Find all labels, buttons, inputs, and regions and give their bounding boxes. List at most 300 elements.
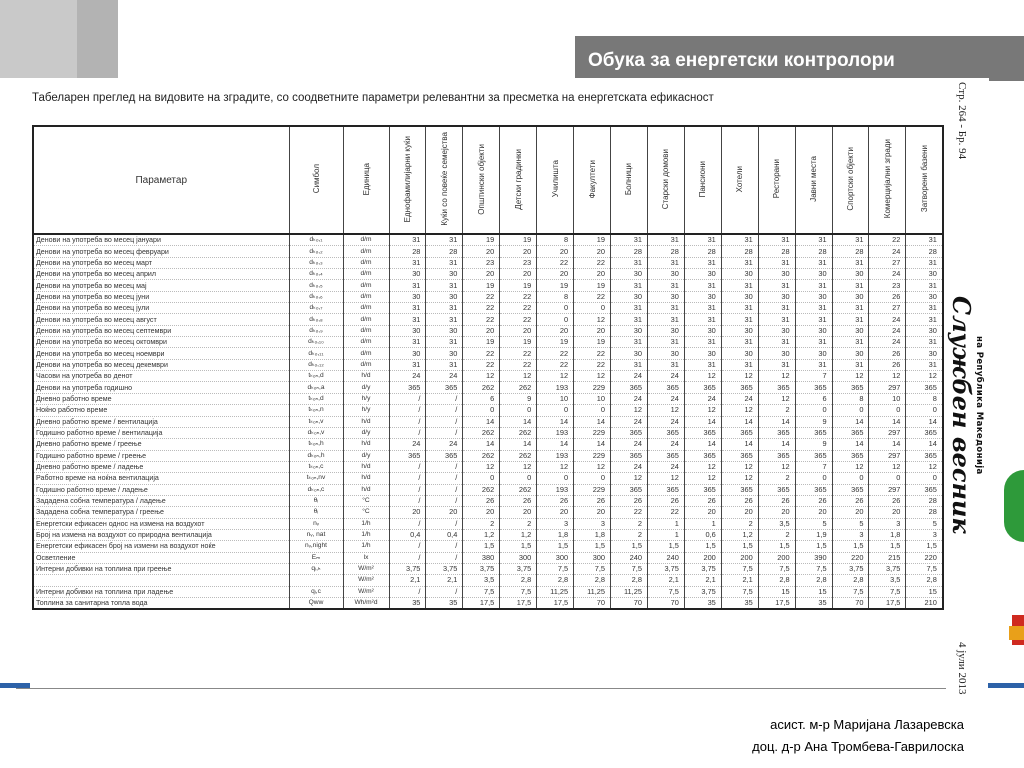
value-cell: 0,6 (684, 529, 721, 540)
value-cell: 31 (721, 257, 758, 268)
table-row (33, 246, 943, 257)
value-cell: 31 (795, 303, 832, 314)
value-cell: 20 (832, 507, 869, 518)
value-cell: 35 (426, 598, 463, 610)
unit-cell: d/m (343, 348, 389, 359)
value-cell: 12 (721, 473, 758, 484)
table-row (33, 529, 943, 540)
value-cell: / (389, 484, 426, 495)
value-cell: 31 (758, 303, 795, 314)
value-cell: 31 (795, 314, 832, 325)
value-cell: 3 (906, 529, 943, 540)
value-cell: / (426, 416, 463, 427)
value-cell: 1,8 (574, 529, 611, 540)
value-cell: 1,8 (869, 529, 906, 540)
value-cell: 11,25 (574, 586, 611, 597)
value-cell: 17,5 (463, 598, 500, 610)
value-cell: 17,5 (537, 598, 574, 610)
parameter-cell: Денови на употреба во месец декември (33, 359, 289, 370)
value-cell: 1 (647, 518, 684, 529)
value-cell: 200 (684, 552, 721, 563)
value-cell: 31 (647, 337, 684, 348)
symbol-cell: tₖₒₙ,c (289, 461, 343, 472)
value-cell: 30 (758, 269, 795, 280)
value-cell: 2 (721, 518, 758, 529)
table-row (33, 598, 943, 610)
value-cell: 0 (832, 405, 869, 416)
value-cell: 12 (463, 371, 500, 382)
value-cell: / (426, 552, 463, 563)
parameter-cell: Денови на употреба во месец октомври (33, 337, 289, 348)
value-cell: 240 (647, 552, 684, 563)
unit-cell: d/y (343, 450, 389, 461)
value-cell: / (389, 473, 426, 484)
value-cell: 26 (721, 495, 758, 506)
value-cell: 3,75 (684, 586, 721, 597)
value-cell: 0 (906, 473, 943, 484)
value-cell: 17,5 (869, 598, 906, 610)
value-cell: 30 (389, 325, 426, 336)
value-cell: 28 (906, 246, 943, 257)
value-cell: 193 (537, 382, 574, 393)
value-cell: / (389, 586, 426, 597)
symbol-cell: nᵥ (289, 518, 343, 529)
value-cell: 19 (574, 234, 611, 246)
value-cell: 365 (647, 382, 684, 393)
value-cell: 12 (537, 371, 574, 382)
value-cell: 31 (389, 257, 426, 268)
value-cell: 365 (758, 484, 795, 495)
header-building-type: Хотели (721, 126, 758, 234)
value-cell: 19 (500, 280, 537, 291)
value-cell: 24 (684, 393, 721, 404)
value-cell: 0 (500, 473, 537, 484)
value-cell: 210 (906, 598, 943, 610)
value-cell: 31 (906, 337, 943, 348)
value-cell: 7 (795, 371, 832, 382)
value-cell: 31 (721, 234, 758, 246)
parameter-cell: Денови на употреба во месец јуни (33, 291, 289, 302)
value-cell: 10 (869, 393, 906, 404)
value-cell: 7,5 (500, 586, 537, 597)
header-unit: Единица (343, 126, 389, 234)
symbol-cell: tₖₒₙ,nv (289, 473, 343, 484)
value-cell: 12 (758, 371, 795, 382)
value-cell: 7,5 (463, 586, 500, 597)
value-cell: 30 (906, 269, 943, 280)
value-cell: 22 (574, 359, 611, 370)
value-cell: 3,75 (500, 563, 537, 574)
table-row (33, 586, 943, 597)
value-cell: 3 (574, 518, 611, 529)
value-cell: 1,2 (463, 529, 500, 540)
value-cell: 390 (795, 552, 832, 563)
value-cell: 19 (537, 337, 574, 348)
value-cell: 2,8 (758, 575, 795, 586)
parameter-cell: Денови на употреба во месец ноември (33, 348, 289, 359)
gazette-logo: Службен весник (947, 296, 976, 534)
value-cell: 22 (463, 359, 500, 370)
table-row (33, 439, 943, 450)
value-cell: 8 (906, 393, 943, 404)
value-cell: 31 (611, 280, 648, 291)
value-cell: 22 (647, 507, 684, 518)
value-cell: 30 (721, 325, 758, 336)
value-cell: / (389, 552, 426, 563)
value-cell: 8 (537, 234, 574, 246)
value-cell: 30 (647, 325, 684, 336)
value-cell: 297 (869, 450, 906, 461)
value-cell: 24 (869, 269, 906, 280)
value-cell: 20 (537, 269, 574, 280)
table-row (33, 575, 943, 586)
symbol-cell: dₖₒ,₂ (289, 246, 343, 257)
table-row (33, 382, 943, 393)
unit-cell: d/y (343, 427, 389, 438)
value-cell: 30 (647, 291, 684, 302)
header-building-type: Спортски објекти (832, 126, 869, 234)
value-cell: 2 (758, 405, 795, 416)
value-cell: 365 (906, 450, 943, 461)
value-cell: 19 (574, 280, 611, 291)
value-cell: 19 (463, 337, 500, 348)
value-cell: / (426, 461, 463, 472)
value-cell: 365 (906, 427, 943, 438)
value-cell: / (389, 427, 426, 438)
unit-cell: d/y (343, 382, 389, 393)
value-cell: 12 (832, 461, 869, 472)
table-row (33, 257, 943, 268)
value-cell: 19 (500, 234, 537, 246)
value-cell: 31 (426, 314, 463, 325)
value-cell: 14 (869, 439, 906, 450)
value-cell: 30 (611, 325, 648, 336)
value-cell: 6 (463, 393, 500, 404)
header-building-type: Училишта (537, 126, 574, 234)
value-cell: 8 (832, 393, 869, 404)
value-cell: 22 (500, 291, 537, 302)
value-cell: 24 (869, 337, 906, 348)
table-row (33, 563, 943, 574)
value-cell: 30 (611, 269, 648, 280)
value-cell: 24 (611, 439, 648, 450)
value-cell: 24 (869, 325, 906, 336)
table-row (33, 337, 943, 348)
value-cell: 3 (832, 529, 869, 540)
value-cell: 365 (721, 484, 758, 495)
value-cell: 31 (389, 280, 426, 291)
value-cell: 365 (389, 382, 426, 393)
value-cell: 1,5 (574, 541, 611, 552)
value-cell: 30 (795, 269, 832, 280)
value-cell: 20 (795, 507, 832, 518)
value-cell: 31 (758, 314, 795, 325)
value-cell: 365 (684, 450, 721, 461)
value-cell: 31 (906, 303, 943, 314)
value-cell: 12 (832, 371, 869, 382)
value-cell: 27 (869, 257, 906, 268)
author-2: доц. д-р Ана Тромбева-Гаврилоска (752, 739, 964, 754)
value-cell: 2,1 (721, 575, 758, 586)
value-cell: 24 (389, 371, 426, 382)
value-cell: / (426, 495, 463, 506)
value-cell: 31 (832, 337, 869, 348)
value-cell: 20 (500, 269, 537, 280)
value-cell: 297 (869, 427, 906, 438)
value-cell: 2 (758, 529, 795, 540)
symbol-cell: tₖₒₙ,h (289, 439, 343, 450)
value-cell: 30 (389, 348, 426, 359)
value-cell: 3 (869, 518, 906, 529)
value-cell: 0 (869, 473, 906, 484)
value-cell: 22 (500, 303, 537, 314)
value-cell: 1,2 (721, 529, 758, 540)
unit-cell: lx (343, 552, 389, 563)
value-cell: 24 (869, 314, 906, 325)
value-cell: 20 (500, 325, 537, 336)
value-cell: 193 (537, 450, 574, 461)
unit-cell: d/m (343, 325, 389, 336)
value-cell: 14 (758, 416, 795, 427)
value-cell: 24 (611, 393, 648, 404)
value-cell: 262 (500, 427, 537, 438)
value-cell: 31 (906, 234, 943, 246)
symbol-cell: dₖₒ,₄ (289, 269, 343, 280)
value-cell: 7,5 (647, 586, 684, 597)
table-header-row (33, 126, 943, 234)
value-cell: 30 (647, 348, 684, 359)
unit-cell: W/m² (343, 575, 389, 586)
value-cell: 2 (500, 518, 537, 529)
value-cell: 0 (795, 473, 832, 484)
parameter-cell: Интерни добивки на топлина при ладење (33, 586, 289, 597)
value-cell: 35 (795, 598, 832, 610)
parameter-cell: Годишно работно време / ладење (33, 484, 289, 495)
value-cell: 0 (463, 405, 500, 416)
value-cell: 31 (647, 359, 684, 370)
value-cell: 20 (500, 507, 537, 518)
value-cell: 2,8 (500, 575, 537, 586)
header-building-type: Болници (611, 126, 648, 234)
gazette-page-number: Стр. 264 - Бр. 94 (956, 82, 968, 160)
value-cell: 220 (832, 552, 869, 563)
value-cell: 2,8 (906, 575, 943, 586)
value-cell: 28 (906, 495, 943, 506)
parameter-cell: Денови на употреба во месец април (33, 269, 289, 280)
value-cell: 31 (647, 280, 684, 291)
value-cell: 1,5 (684, 541, 721, 552)
symbol-cell: nᵥ,night (289, 541, 343, 552)
value-cell: 26 (463, 495, 500, 506)
symbol-cell (289, 575, 343, 586)
value-cell: 20 (537, 507, 574, 518)
value-cell: 14 (500, 439, 537, 450)
value-cell: 20 (574, 325, 611, 336)
table-row (33, 314, 943, 325)
value-cell: 31 (647, 314, 684, 325)
value-cell: 35 (721, 598, 758, 610)
value-cell: 70 (832, 598, 869, 610)
value-cell: 28 (426, 246, 463, 257)
value-cell: 12 (721, 461, 758, 472)
symbol-cell: Eₘ (289, 552, 343, 563)
value-cell: 14 (758, 439, 795, 450)
value-cell: 365 (647, 484, 684, 495)
value-cell: 31 (906, 314, 943, 325)
value-cell: 12 (611, 405, 648, 416)
unit-cell: h/d (343, 416, 389, 427)
value-cell: 365 (795, 382, 832, 393)
value-cell: 3,5 (463, 575, 500, 586)
value-cell: 12 (721, 405, 758, 416)
value-cell: 9 (795, 439, 832, 450)
header-building-type: Комерцијални згради (869, 126, 906, 234)
value-cell: 30 (795, 348, 832, 359)
unit-cell: °C (343, 495, 389, 506)
value-cell: 30 (832, 325, 869, 336)
value-cell: 262 (500, 484, 537, 495)
value-cell: 31 (611, 303, 648, 314)
value-cell: 31 (684, 280, 721, 291)
value-cell: 22 (537, 257, 574, 268)
value-cell: 31 (684, 234, 721, 246)
value-cell: 30 (795, 325, 832, 336)
value-cell: 14 (906, 416, 943, 427)
value-cell: 7,5 (574, 563, 611, 574)
value-cell: 31 (647, 234, 684, 246)
value-cell: 0 (869, 405, 906, 416)
parameter-cell: Осветление (33, 552, 289, 563)
author-1: асист. м-р Маријана Лазаревска (770, 717, 964, 732)
value-cell: 14 (463, 416, 500, 427)
parameter-cell: Денови на употреба во месец февруари (33, 246, 289, 257)
value-cell: 1,5 (721, 541, 758, 552)
value-cell: 24 (869, 246, 906, 257)
value-cell: 12 (574, 371, 611, 382)
value-cell: 12 (611, 473, 648, 484)
value-cell: 30 (647, 269, 684, 280)
value-cell: 2 (463, 518, 500, 529)
header-building-type: Пансиони (684, 126, 721, 234)
decorative-orange-shape (1009, 626, 1024, 640)
value-cell: 0 (832, 473, 869, 484)
value-cell: 30 (758, 291, 795, 302)
symbol-cell: tₖₒₙ,n (289, 405, 343, 416)
value-cell: 365 (795, 450, 832, 461)
symbol-cell: dₖₒ,₁₂ (289, 359, 343, 370)
value-cell: 31 (426, 337, 463, 348)
value-cell: 14 (574, 416, 611, 427)
value-cell: 31 (684, 314, 721, 325)
value-cell: 31 (832, 280, 869, 291)
symbol-cell: dₖₒₙ,h (289, 450, 343, 461)
value-cell: 22 (463, 303, 500, 314)
symbol-cell: qᵢ,c (289, 586, 343, 597)
value-cell: 12 (500, 461, 537, 472)
table-row (33, 518, 943, 529)
symbol-cell: dₖₒ,₈ (289, 314, 343, 325)
table-row (33, 348, 943, 359)
value-cell: 0 (500, 405, 537, 416)
symbol-cell: dₖₒ,₅ (289, 280, 343, 291)
parameter-cell: Денови на употреба годишно (33, 382, 289, 393)
value-cell: 365 (426, 450, 463, 461)
value-cell: 31 (684, 337, 721, 348)
value-cell: 20 (869, 507, 906, 518)
value-cell: / (426, 427, 463, 438)
value-cell: 10 (537, 393, 574, 404)
value-cell: 20 (389, 507, 426, 518)
symbol-cell: θᵢ (289, 507, 343, 518)
value-cell: 300 (574, 552, 611, 563)
value-cell: 12 (684, 473, 721, 484)
unit-cell: h/d (343, 439, 389, 450)
value-cell: 31 (758, 337, 795, 348)
parameter-cell (33, 575, 289, 586)
value-cell: 31 (611, 337, 648, 348)
value-cell: 193 (537, 427, 574, 438)
value-cell: 30 (906, 348, 943, 359)
value-cell: / (389, 495, 426, 506)
parameter-cell: Ноќно работно време (33, 405, 289, 416)
value-cell: 30 (906, 325, 943, 336)
value-cell: 1,5 (758, 541, 795, 552)
value-cell: 31 (426, 280, 463, 291)
symbol-cell: qᵢ,ₕ (289, 563, 343, 574)
value-cell: 31 (389, 337, 426, 348)
value-cell: 70 (574, 598, 611, 610)
value-cell: 30 (426, 348, 463, 359)
value-cell: 26 (500, 495, 537, 506)
value-cell: 31 (906, 359, 943, 370)
value-cell: 31 (758, 234, 795, 246)
parameter-cell: Денови на употреба во месец септември (33, 325, 289, 336)
value-cell: 8 (537, 291, 574, 302)
value-cell: 19 (574, 337, 611, 348)
symbol-cell: Qᴡᴡ (289, 598, 343, 610)
value-cell: 14 (906, 439, 943, 450)
value-cell: 28 (795, 246, 832, 257)
value-cell: 30 (721, 348, 758, 359)
value-cell: 7,5 (758, 563, 795, 574)
parameter-cell: Годишно работно време / вентилација (33, 427, 289, 438)
value-cell: 3,75 (832, 563, 869, 574)
value-cell: 7,5 (721, 563, 758, 574)
value-cell: / (426, 484, 463, 495)
parameter-cell: Денови на употреба во месец јули (33, 303, 289, 314)
value-cell: 12 (758, 393, 795, 404)
value-cell: 12 (758, 461, 795, 472)
value-cell: 1,5 (537, 541, 574, 552)
value-cell: 26 (832, 495, 869, 506)
value-cell: 31 (758, 280, 795, 291)
value-cell: 3,75 (426, 563, 463, 574)
value-cell: 12 (574, 314, 611, 325)
gazette-side-band (946, 78, 989, 718)
value-cell: 30 (721, 291, 758, 302)
table-row (33, 473, 943, 484)
table-row (33, 507, 943, 518)
value-cell: 24 (611, 371, 648, 382)
value-cell: 31 (611, 359, 648, 370)
value-cell: 22 (500, 348, 537, 359)
value-cell: 2,8 (574, 575, 611, 586)
value-cell: 365 (795, 484, 832, 495)
value-cell: 70 (647, 598, 684, 610)
value-cell: 14 (869, 416, 906, 427)
value-cell: 24 (647, 439, 684, 450)
value-cell: 365 (684, 382, 721, 393)
